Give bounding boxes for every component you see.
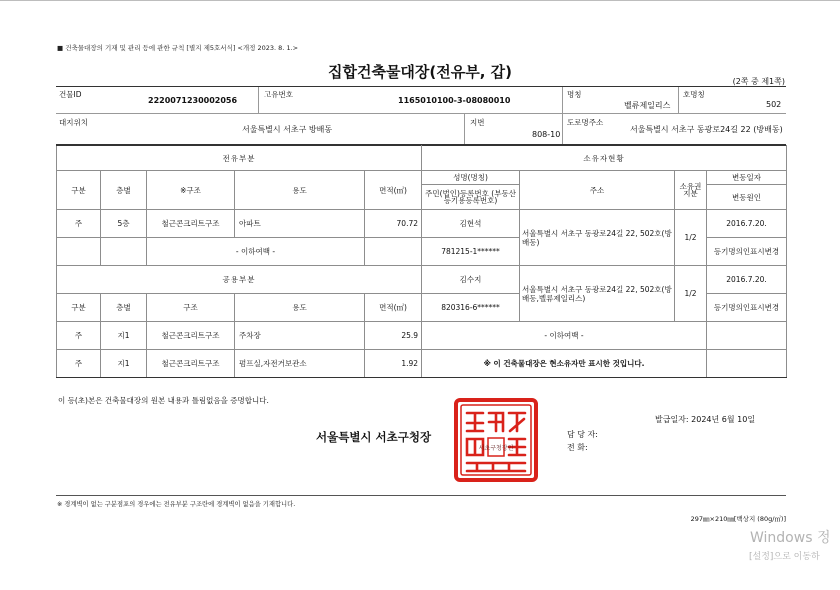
common-col-use: 용도 [235,294,365,322]
building-info-box [56,86,786,145]
owner-2-name: 김수지 [422,266,520,294]
page-info: (2쪽 중 제1쪽) [732,77,785,86]
site-location: 서울특별시 서초구 방배동 [242,125,333,134]
current-owner-note: ※ 이 건축물대장은 현소유자만 표시한 것입니다. [422,350,707,378]
footnote: ※ 경계벽이 없는 구분점포의 경우에는 전유부분 구조란에 경계벽이 없음을 기재합니다. [57,501,296,508]
exclusive-gubun: 주 [57,210,101,238]
common-2-area: 1.92 [365,350,422,378]
col-change-date: 변동일자 [707,171,787,185]
common-2-use: 펌프실,자전거보관소 [235,350,365,378]
col-share: 소유권 지분 [675,171,707,210]
exclusive-section-header: 전유부분 [57,146,422,171]
windows-activation-title: Windows 정 [750,530,831,546]
owner-2-date: 2016.7.20. [707,266,787,294]
owner-1-reason: 등기명의인표시변경 [707,238,787,266]
owner-2-address: 서울특별시 서초구 동광로24길 22, 502호(방배동,벨류제일리스) [522,284,672,303]
owner-2-share: 1/2 [675,266,707,322]
building-id-label: 건물ID [59,90,82,99]
road-address-label: 도로명주소 [567,118,604,127]
exclusive-floor: 5층 [101,210,147,238]
common-col-area: 면적(㎡) [365,294,422,322]
common-1-use: 주차장 [235,322,365,350]
site-label: 대지위치 [59,118,88,127]
col-change-reason: 변동원인 [707,185,787,210]
col-reg-number: 주민(법인)등록번호 (부동산등기용등록번호) [422,185,520,210]
unique-no-label: 고유번호 [264,90,293,99]
legal-note: ■ 건축물대장의 기재 및 관리 등에 관한 규칙 [별지 제5호서식] <개정 2023. 8. 1.> [57,44,299,52]
building-id: 2220071230002056 [148,96,238,105]
name-label: 명칭 [567,90,582,99]
owner-1-date: 2016.7.20. [707,210,787,238]
common-2-structure: 철근콘크리트구조 [147,350,235,378]
owner-section-header: 소유자현황 [422,146,787,171]
col-owner-name: 성명(명칭) [422,171,520,185]
building-name: 벨류제일리스 [624,101,671,110]
top-border [0,0,840,1]
unit-name: 502 [766,100,782,109]
col-gubun: 구분 [57,171,101,210]
road-address: 서울특별시 서초구 동광로24길 22 (방배동) [630,125,783,134]
common-1-area: 25.9 [365,322,422,350]
staff-contact [567,428,598,454]
owner-2-reason: 등기명의인표시변경 [707,294,787,322]
owner-1-name: 김현석 [422,210,520,238]
col-address: 주소 [520,171,675,210]
exclusive-structure: 철근콘크리트구조 [147,210,235,238]
unit-label: 호명칭 [683,90,705,99]
unique-no: 1165010100-3-08080010 [398,96,511,105]
exclusive-area: 70.72 [365,210,422,238]
common-1-floor: 지1 [101,322,147,350]
footer-rule [56,495,786,496]
owner-2-regno: 820316-6****** [422,294,520,322]
staff-label: 담 당 자: [567,430,598,439]
common-section-header: 공용부분 [57,266,422,294]
col-structure: ※구조 [147,171,235,210]
common-2-floor: 지1 [101,350,147,378]
certification-text: 이 등(초)본은 건축물대장의 원본 내용과 틀림없음을 증명합니다. [58,396,269,405]
exclusive-end-note: - 이하여백 - [147,238,365,266]
paper-size: 297㎜×210㎜[백상지 (80g/㎡)] [690,515,786,523]
common-1-gubun: 주 [57,322,101,350]
exclusive-use: 아파트 [235,210,365,238]
owner-1-share: 1/2 [675,210,707,266]
col-use: 용도 [235,171,365,210]
owner-1-address: 서울특별시 서초구 동광로24길 22, 502호(방배동) [522,228,672,247]
lot-number: 808-10 [532,130,561,139]
col-floor: 층별 [101,171,147,210]
owner-end-note: - 이하여백 - [422,322,707,350]
common-col-floor: 층별 [101,294,147,322]
common-1-structure: 철근콘크리트구조 [147,322,235,350]
owner-1-regno: 781215-1****** [422,238,520,266]
official-seal-stamp [453,397,539,483]
common-2-gubun: 주 [57,350,101,378]
common-col-structure: 구조 [147,294,235,322]
windows-activation-hint: [설정]으로 이동하 [749,552,820,562]
stamp-text: 서초구청장인 [478,445,514,452]
document-title: 집합건축물대장(전유부, 갑) [327,63,513,81]
col-area: 면적(㎡) [365,171,422,210]
register-table [56,145,787,378]
issue-date: 발급일자: 2024년 6월 10일 [655,415,756,424]
common-col-gubun: 구분 [57,294,101,322]
phone-label: 전 화: [567,443,588,452]
issuing-office: 서울특별시 서초구청장 [316,430,432,444]
lot-label: 지번 [470,118,485,127]
